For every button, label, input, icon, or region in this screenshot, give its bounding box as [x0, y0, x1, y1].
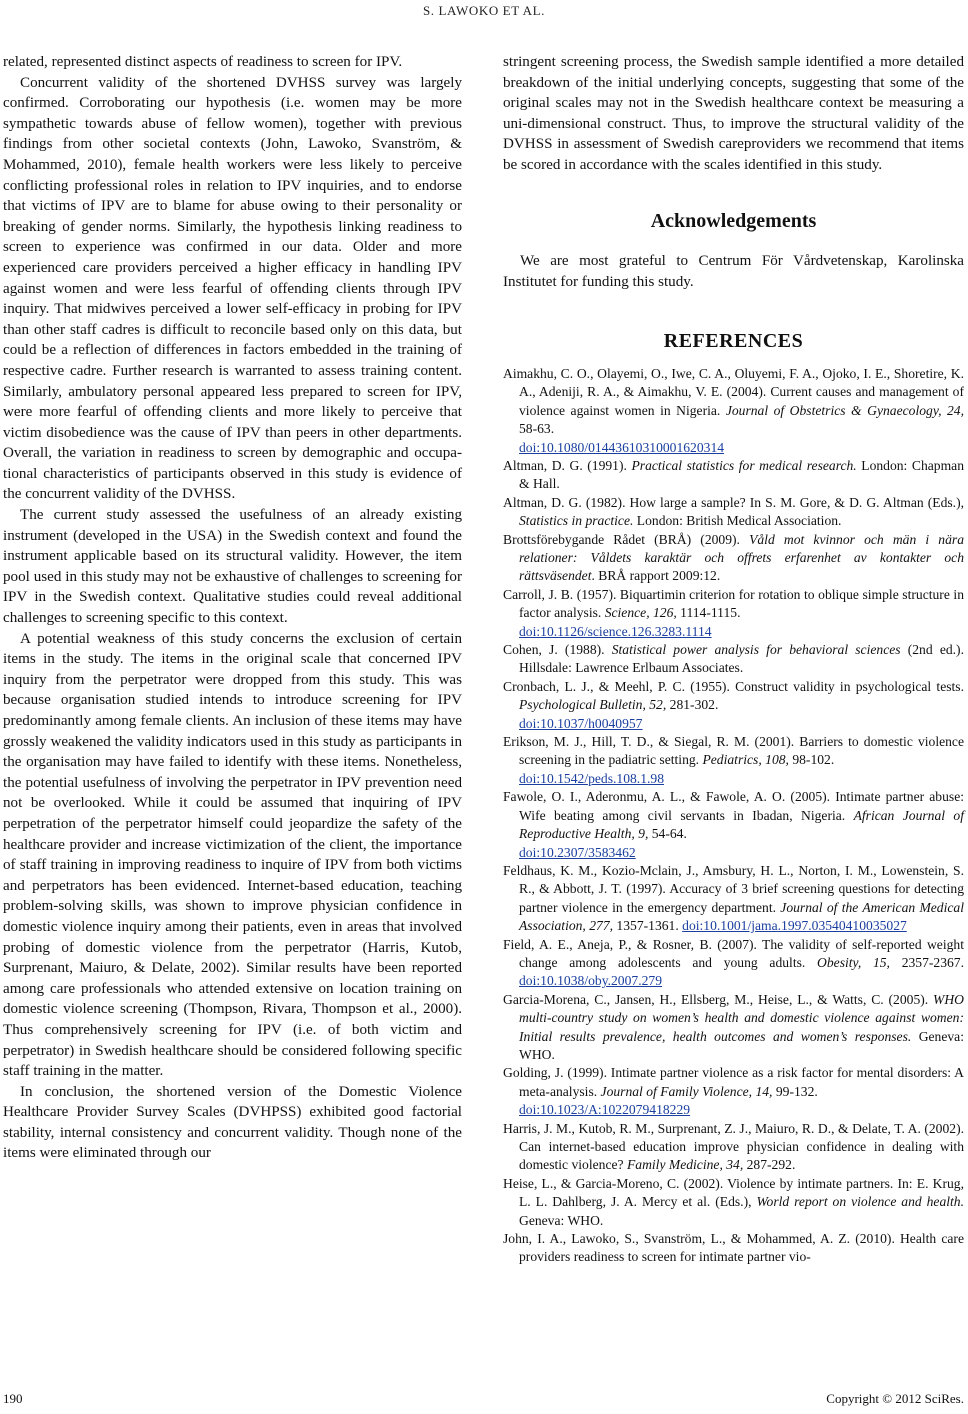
reference-pages: 98-102. [788, 752, 835, 768]
reference-source: African Journal of Reproductive Health, 9, [519, 807, 964, 842]
reference-pages: Geneva: WHO. [519, 1028, 964, 1062]
reference-text: Aimakhu, C. O., Olayemi, O., Iwe, C. A., Oluyemi, F. A., Ojoko, I. E., Shoretire, K. A., Adeniji, R. A., & Aimakhu, V. E. (2004). Current causes and management of violence against women in Nigeria. [503, 365, 964, 418]
copyright-notice: Copyright © 2012 SciRes. [826, 1391, 964, 1406]
reference-source: Journal of the American Medical Association, 277, [519, 899, 964, 934]
acknowledgements-text: We are most grateful to Centrum För Vårdvetenskap, Karolinska Institutet for funding this study. [503, 253, 964, 290]
reference-text: Heise, L., & Garcia-Moreno, C. (2002). Violence by intimate partners. In: E. Krug, L. L. Dahlberg, J. A. Mercy et al. (Eds.), [503, 1175, 964, 1210]
reference-pages: (2nd ed.). Hillsdale: Lawrence Erlbaum Associates. [519, 642, 964, 676]
reference-pages: 281-302. [666, 697, 719, 713]
reference-item [503, 733, 964, 788]
reference-source: Journal of Family Violence, 14, [600, 1083, 773, 1099]
reference-text: Golding, J. (1999). Intimate partner violence as a risk factor for mental disorders: A meta-analysis. [503, 1065, 964, 1099]
reference-item [503, 1175, 964, 1230]
doi-link[interactable]: doi:10.1001/jama.1997.03540410035027 [682, 918, 907, 934]
reference-pages: 287-292. [743, 1157, 796, 1173]
left-column [3, 52, 462, 1164]
paragraph: Concurrent validity of the shortened DVHSS survey was largely confirmed. Corroborating our hypothesis (i.e. women may be more sympathetic towards abuse of fellow women), together with previous findings from other societal contexts (John, Lawoko, Svanström, & Mohammed, 2010), female health workers were less likely to perceive conflicting professional roles in relation to IPV inquiries, and to endorse that victims of IPV are to blame for abuse owing to their personality or breaking of gender norms. Similarly, the hypothesis linking readiness to screen to experience was confirmed in our data. Older and more experienced care providers perceived a higher efficacy in handling IPV against women and were less fearful of offending clients through IPV inquiry. That midwives perceived a lower self-efficacy in probing for IPV than other staff cadres is difficult to reconcile based only on this data, but could be a reflection of differences in factors embedded in the training of respective cadre. Further research is warranted to assess training content. Similarly, ambulatory personal appeared less prepared to screen for IPV, were more fearful of offending clients and more likely to perceive that victim disobedience was the cause of IPV than peers in other departments. Overall, the variation in readiness to screen by demographic and occupational characteristics of participants observed in this study is evidence of the concurrent validity of the DVHSS. [3, 74, 462, 503]
page-number: 190 [3, 1391, 23, 1406]
reference-item [503, 365, 964, 457]
reference-pages: 58-63. [519, 421, 555, 437]
paragraph: related, represented distinct aspects of readiness to screen for IPV. [3, 54, 403, 70]
reference-item [503, 457, 964, 494]
reference-source: Practical statistics for medical research. [631, 457, 857, 473]
reference-item [503, 936, 964, 991]
reference-source: Pediatrics, 108, [702, 752, 789, 768]
right-column [503, 52, 964, 1267]
reference-pages: 99-132. [772, 1083, 818, 1099]
reference-source: World report on violence and health. [756, 1194, 964, 1210]
reference-pages: London: Chapman & Hall. [519, 457, 964, 492]
reference-pages: 1114-1115. [676, 605, 741, 621]
doi-link[interactable]: doi:10.1038/oby.2007.279 [519, 973, 662, 989]
reference-pages: 1357-1361. [613, 918, 683, 934]
doi-link[interactable]: doi:10.1037/h0040957 [519, 715, 643, 731]
reference-pages: . BRÅ rapport 2009:12. [591, 568, 721, 584]
reference-text: John, I. A., Lawoko, S., Svanström, L., & Mohammed, A. Z. (2010). Health care providers readiness to screen for intimate partner vio- [503, 1231, 964, 1265]
reference-text: Altman, D. G. (1991). [503, 457, 632, 473]
doi-link[interactable]: doi:10.2307/3583462 [519, 844, 636, 860]
reference-text: Harris, J. M., Kutob, R. M., Surprenant, Z. J., Maiuro, R. D., & Delate, T. A. (2002). Can internet-based education improve physician confidence in dealing with domestic violence? [503, 1120, 964, 1173]
doi-link[interactable]: doi:10.1542/peds.108.1.98 [519, 770, 664, 786]
reference-source: Psychological Bulletin, 52, [519, 697, 667, 713]
doi-link[interactable]: doi:10.1126/science.126.3283.1114 [519, 623, 712, 639]
reference-source: Family Medicine, 34, [626, 1157, 744, 1173]
reference-source: Science, 126, [604, 605, 677, 621]
reference-text: Cronbach, L. J., & Meehl, P. C. (1955). Construct validity in psychological tests. [503, 678, 964, 694]
reference-text: Carroll, J. B. (1957). Biquartimin criterion for rotation to oblique simple structure in factor analysis. [503, 586, 964, 621]
references-heading: REFERENCES [663, 330, 804, 353]
paragraph: A potential weakness of this study concerns the exclusion of certain items in the study. The items in the original scale that concerned IPV inquiry from the perpetrator were dropped from this study. This was because organisation studied intends to introduce screening for IPV predominantly among female clients. An inclusion of these items may have grossly weakened the validity indicators used in this study as participants in the organisation may have failed to identify with these items. Nonetheless, the potential usefulness of involving the perpetrator in IPV prevention need not be overlooked. While it could be assumed that inquiring of IPV perpetration of the perpetrator himself could jeopardize the safety of the healthcare provider and increase victimization of the client, the importance of staff training in improving readiness to inquire of IPV from both victims and perpetrators has been evidenced. Internet-based education, teaching problem-solving skills, was shown to improve physician confidence in domestic violence inquiry among their patients, even in areas that involved probing of domestic violence from the perpetrator (Harris, Kutob, Surprenant, Maiuro, & Delate, 2002). Similar results have been reported among care professionals who attended extensive on location training on domestic violence screening (Thompson, Rivara, Thompson et al., 2000). Thus comprehensively screening for IPV (i.e. of both victim and perpetrator) in Swedish healthcare should be considered following specific staff training in the matter. [3, 630, 462, 1080]
reference-pages: 54-64. [648, 826, 687, 842]
reference-text: Altman, D. G. (1982). How large a sample? In S. M. Gore, & D. G. Altman (Eds.), [503, 494, 964, 510]
reference-item [503, 531, 964, 586]
paragraph: In conclusion, the shortened version of the Domestic Violence Healthcare Provider Survey Scales (DVHPSS) exhibited good factorial stability, internal consistency and concurrent validity. Though none of the items were eliminated through our [3, 1083, 462, 1162]
reference-text: Brottsförebygande Rådet (BRÅ) (2009). [503, 531, 750, 547]
reference-source: Obesity, 15, [817, 954, 890, 970]
reference-item [503, 586, 964, 641]
reference-pages: Geneva: WHO. [519, 1212, 604, 1228]
reference-item [503, 1120, 964, 1175]
reference-text: Feldhaus, K. M., Kozio-Mclain, J., Amsbury, H. L., Norton, I. M., Lowenstein, S. R., & Abbott, J. T. (1997). Accuracy of 3 brief screening questions for detecting partner violence in the emergency department. [503, 862, 964, 915]
reference-text: Fawole, O. I., Aderonmu, A. L., & Fawole, A. O. (2005). Intimate partner abuse: Wife beating among civil servants in Ibadan, Nigeria. [503, 789, 964, 823]
reference-text: Field, A. E., Aneja, P., & Rosner, B. (2007). The validity of self-reported weight change among adolescents and young adults. [503, 936, 964, 970]
reference-item [503, 991, 964, 1065]
reference-text: Cohen, J. (1988). [503, 642, 612, 658]
reference-item [503, 641, 964, 678]
doi-link[interactable]: doi:10.1080/01443610310001620314 [519, 439, 725, 455]
reference-item [503, 1064, 964, 1119]
reference-text: Erikson, M. J., Hill, T. D., & Siegal, R. M. (2001). Barriers to domestic violence screening in the padiatric setting. [503, 734, 964, 768]
reference-item [503, 678, 964, 733]
reference-text: Garcia-Morena, C., Jansen, H., Ellsberg, M., Heise, L., & Watts, C. (2005). [503, 991, 934, 1007]
reference-source: WHO multi-country study on women’s health and domestic violence against women: Initial results prevalence, health outcomes and women’s responses. [519, 991, 964, 1044]
reference-source: Våld mot kvinnor och män i nära relationer: Våldets karaktär och offrets erfarenhet av kontakter och rättsväsendet [519, 531, 964, 584]
running-head: S. LAWOKO ET AL. [422, 3, 546, 18]
reference-source: Journal of Obstetrics & Gynaecology, 24, [725, 402, 964, 418]
reference-source: Statistics in practice. [519, 513, 634, 529]
reference-pages: London: British Medical Association. [633, 513, 842, 529]
reference-item [503, 1230, 964, 1267]
doi-link[interactable]: doi:10.1023/A:1022079418229 [519, 1102, 691, 1118]
reference-item [503, 494, 964, 531]
paragraph: stringent screening process, the Swedish sample identified a more detailed breakdown of the initial underlying concepts, suggesting that some of the original scales may not in the Swedish healthcare context be measuring a uni-dimensional construct. Thus, to improve the structural validity of the DVHSS in assessment of Swedish careproviders we recommend that items be scored in accordance with the scales identified in this study. [503, 54, 964, 173]
reference-pages: 2357-2367. [889, 954, 964, 970]
reference-source: Statistical power analysis for behavioral sciences [611, 642, 901, 658]
reference-list [503, 365, 964, 1267]
acknowledgements-heading: Acknowledgements [650, 209, 817, 232]
reference-item [503, 788, 964, 862]
paragraph: The current study assessed the usefulness of an already existing instrument (developed in the USA) in the Swedish context and found the instrument applicable based on its structural validity. However, the item pool used in this study may not be exhaustive of challenges to screening for IPV in the Swedish context. Qualitative studies could reveal additional challenges to screening specific to this context. [3, 507, 462, 627]
reference-item [503, 862, 964, 936]
